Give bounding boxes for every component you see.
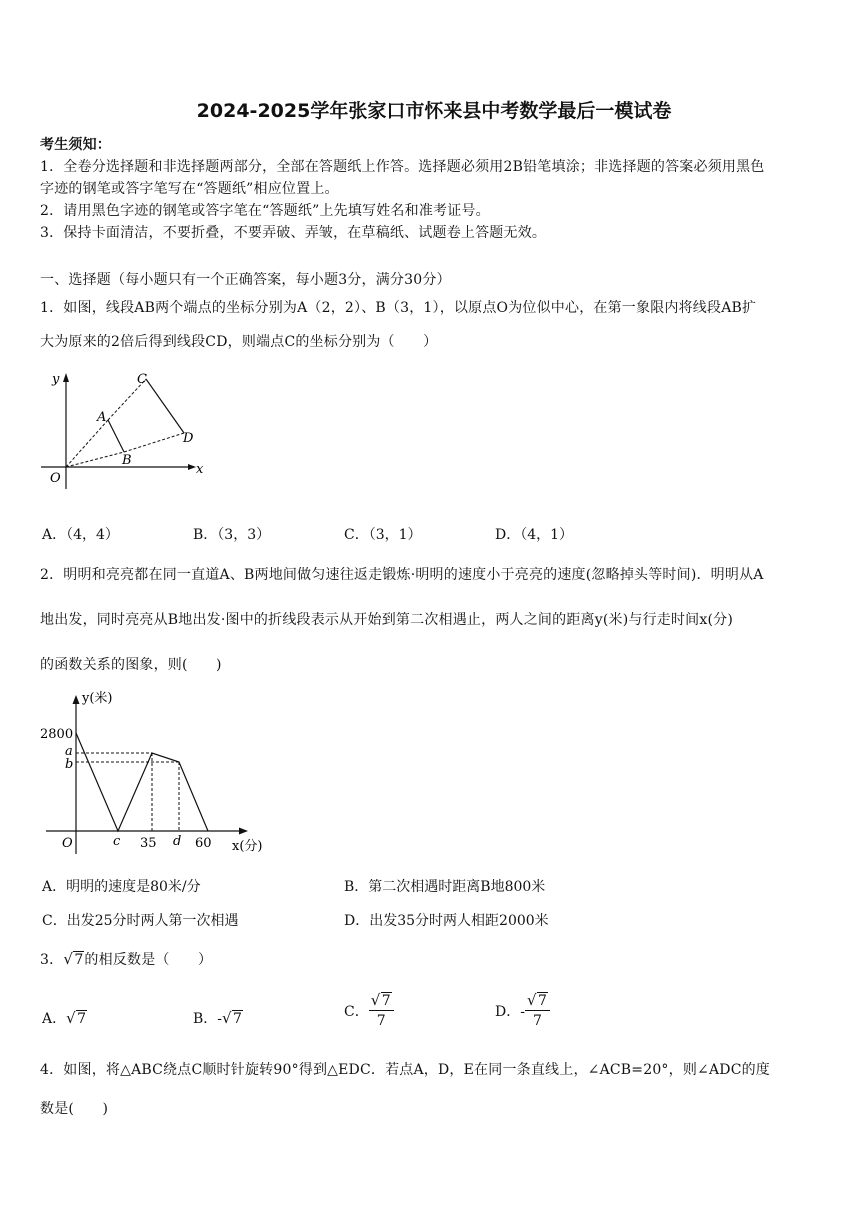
x-axis-label: x <box>196 462 204 477</box>
page-title: 2024-2025学年张家口市怀来县中考数学最后一模试卷 <box>196 100 672 122</box>
notice-item-3: 3．保持卡面清洁，不要折叠，不要弄破、弄皱，在草稿纸、试题卷上答题无效。 <box>40 225 547 241</box>
point-c-label: C <box>137 372 147 387</box>
tick-d: d <box>173 834 182 849</box>
q2-option-b[interactable]: B．第二次相遇时距离B地800米 <box>344 879 546 895</box>
notice-heading: 考生须知： <box>40 137 111 153</box>
notice-item-1: 1．全卷分选择题和非选择题两部分，全部在答题纸上作答。选择题必须用2B铅笔填涂；非选择题的答案必须用黑色 <box>40 159 765 175</box>
tick-b: b <box>65 757 74 772</box>
q2-option-d[interactable]: D．出发35分时两人相距2000米 <box>344 913 549 929</box>
q3-option-d[interactable]: D．- √ $\frac{7}{7}$ <box>495 993 550 1029</box>
q2-line2: 地出发，同时亮亮从B地出发·图中的折线段表示从开始到第二次相遇止，两人之间的距离y(米)与行走时间x(分) <box>40 612 733 628</box>
origin-label: O <box>62 836 73 851</box>
q1-option-c[interactable]: C．（3，1） <box>344 527 422 543</box>
y-axis-label: y(米) <box>82 691 113 706</box>
q4-line1: 4．如图，将△ABC绕点C顺时针旋转90°得到△EDC．若点A，D，E在同一条直线上，∠ACB=20°，则∠ADC的度 <box>40 1062 771 1078</box>
q2-distance-time-graph <box>36 686 276 858</box>
point-d-label: D <box>183 431 194 446</box>
q1-line2: 大为原来的2倍后得到线段CD，则端点C的坐标分别为（ ） <box>40 334 438 350</box>
point-b-label: B <box>122 453 132 468</box>
point-a-label: A <box>97 410 107 425</box>
q3-stem: 3．√ 7的相反数是（ ） <box>40 949 212 969</box>
notice-item-2: 2．请用黑色字迹的钢笔或答字笔在“答题纸”上先填写姓名和准考证号。 <box>40 203 490 219</box>
q2-line1: 2．明明和亮亮都在同一直道A、B两地间做匀速往返走锻炼·明明的速度小于亮亮的速度(忽略掉头等时间)．明明从A <box>40 567 764 583</box>
q2-option-a[interactable]: A．明明的速度是80米/分 <box>42 879 201 895</box>
q1-option-b[interactable]: B．（3，3） <box>193 527 271 543</box>
tick-35: 35 <box>140 836 157 851</box>
notice-item-1-cont: 字迹的钢笔或答字笔写在“答题纸”相应位置上。 <box>40 181 339 197</box>
section-heading: 一、选择题（每小题只有一个正确答案，每小题3分，满分30分） <box>40 272 451 288</box>
x-axis-label: x(分) <box>232 839 263 854</box>
q2-line3: 的函数关系的图象，则( ) <box>40 657 222 673</box>
tick-60: 60 <box>195 836 212 851</box>
q3-option-a[interactable]: A．√ 7 <box>42 1008 87 1028</box>
q1-option-d[interactable]: D．（4，1） <box>495 527 574 543</box>
q1-coordinate-figure <box>36 365 216 490</box>
q3-option-b[interactable]: B．-√ 7 <box>193 1008 243 1028</box>
q3-option-c[interactable]: C． √ $\frac{7}{7}$ <box>344 993 394 1029</box>
tick-a: a <box>65 744 73 759</box>
q4-line2: 数是( ) <box>40 1101 109 1117</box>
q1-line1: 1．如图，线段AB两个端点的坐标分别为A（2，2）、B（3，1），以原点O为位似中心，在第一象限内将线段AB扩 <box>40 300 757 316</box>
q1-option-a[interactable]: A．（4，4） <box>42 527 119 543</box>
y-axis-label: y <box>52 372 60 387</box>
tick-2800: 2800 <box>40 727 74 742</box>
tick-c: c <box>113 834 121 849</box>
q2-option-c[interactable]: C．出发25分时两人第一次相遇 <box>42 913 239 929</box>
origin-label: O <box>50 471 61 486</box>
sqrt-7: √ 7 <box>63 952 84 968</box>
